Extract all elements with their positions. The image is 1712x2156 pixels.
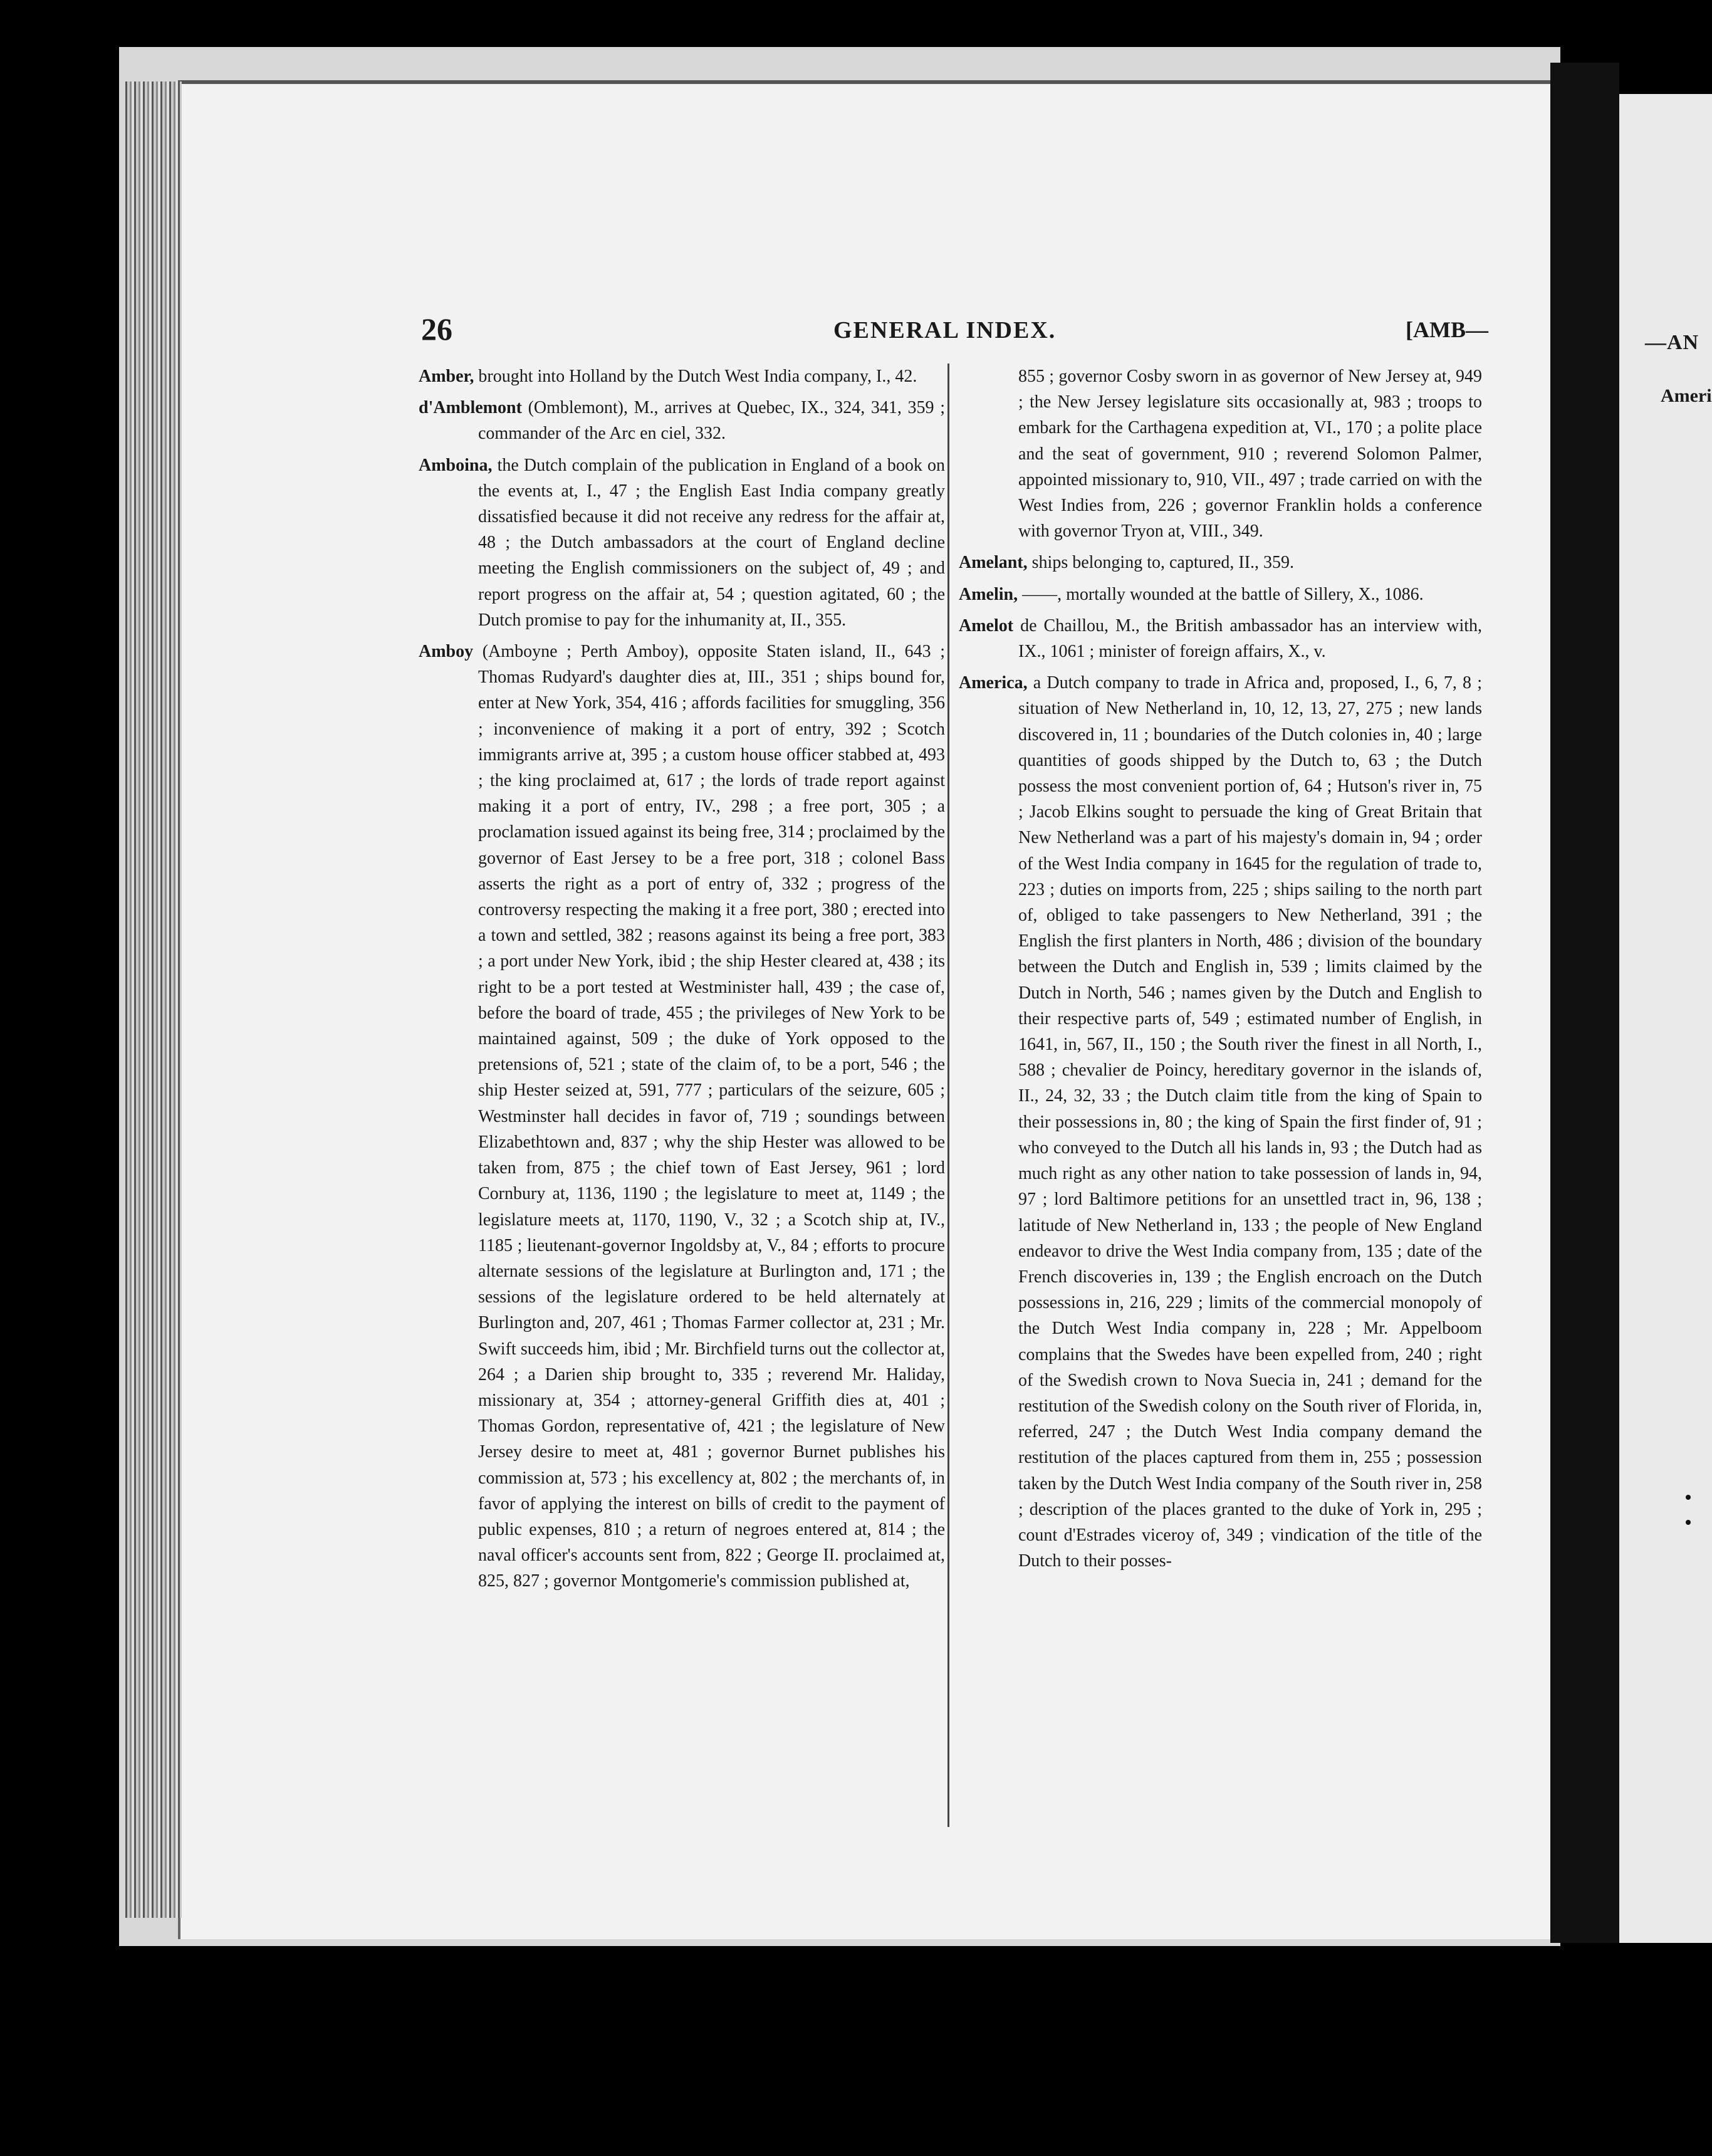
entry-headword: Amboina, [419,455,493,475]
entry-text: ships belonging to, captured, II., 359. [1027,553,1295,573]
page-edges [125,81,182,1918]
facing-page [1619,94,1712,1943]
index-range-mark: [AMB— [1406,317,1488,342]
index-entry [419,639,945,1594]
entry-headword: Amboy [419,642,474,662]
running-title: GENERAL INDEX. [833,317,1057,343]
entry-headword: Amelin, [959,584,1018,604]
index-entry [419,395,945,446]
left-column [419,364,945,1600]
entry-text: (Amboyne ; Perth Amboy), opposite Staten island, II., 643 ; Thomas Rudyard's daughter dies at, III., 351 ; ships bound for, enter at New York, 354, 416 ; affords facilities for smuggling, 356 ; inconvenience of making it a port of entry, 392 ; Scotch immigrants arrive at, 395 ; a custom house officer stabbed at, 493 ; the king proclaimed at, 617 ; the lords of trade report against making it a port of entry, IV., 298 ; a free port, 305 ; a proclamation issued against its being free, 314 ; proclaimed by the governor of East Jersey to be a free port, 318 ; colonel Bass asserts the right as a port of entry of, 332 ; progress of the controversy respecting the making it a free port, 380 ; erected into a town and settled, 382 ; reasons against its being a free port, 383 ; a port under New York, ibid ; the ship Hester cleared at, 438 ; its right to be a port tested at Westminister hall, 439 ; the case of, before the board of trade, 455 ; the privileges of New York to be maintained against, 509 ; the duke of York opposed to the pretensions of, 521 ; state of the claim of, to be a port, 546 ; the ship Hester seized at, 591, 777 ; particulars of the seizure, 605 ; Westminster hall decides in favor of, 719 ; soundings between Elizabethtown and, 837 ; why the ship Hester was allowed to be taken from, 875 ; the chief town of East Jersey, 961 ; lord Cornbury at, 1136, 1190 ; the legislature to meet at, 1149 ; the legislature meets at, 1170, 1190, V., 32 ; a Scotch ship at, IV., 1185 ; lieutenant-governor Ingoldsby at, V., 84 ; efforts to procure alternate sessions of the legislature at Burlington and, 171 ; the sessions of the legislature ordered to be held alternately at Burlington and, 207, 461 ; Thomas Farmer collector at, 231 ; Mr. Swift succeeds him, ibid ; Mr. Birchfield turns out the collector at, 264 ; a Darien ship brought to, 335 ; reverend Mr. Haliday, missionary at, 354 ; attorney-general Griffith dies at, 401 ; Thomas Gordon, representative of, 421 ; the legislature of New Jersey desire to meet at, 481 ; governor Burnet publishes his commission at, 573 ; his excellency at, 802 ; the merchants of, in favor of applying the interest on bills of credit to the payment of public expenses, 810 ; a return of negroes entered at, 814 ; the naval officer's accounts sent from, 822 ; George II. proclaimed at, 825, 827 ; governor Montgomerie's commission published at, [473,642,945,1591]
index-entry-continuation [959,364,1482,544]
entry-headword: d'Amblemont [419,398,522,418]
ink-mark [1686,1520,1691,1525]
entry-text: a Dutch company to trade in Africa and, proposed, I., 6, 7, 8 ; situation of New Netherland in, 10, 12, 13, 27, 275 ; new lands discovered in, 11 ; boundaries of the Dutch colonies in, 40 ; large quantities of goods shipped by the Dutch to, 63 ; the Dutch possess the most convenient portion of, 64 ; Hutson's river in, 75 ; Jacob Elkins sought to persuade the king of Great Britain that New Netherland was a part of his majesty's domain in, 94 ; order of the West India company in 1645 for the regulation of trade to, 223 ; duties on imports from, 225 ; ships sailing to the north part of, obliged to take passengers to New Netherland, 391 ; the English the first planters in North, 486 ; division of the boundary between the Dutch and English in, 539 ; limits claimed by the Dutch in North, 546 ; names given by the Dutch and English to their respective parts of, 549 ; estimated number of English, in 1641, in, 567, II., 150 ; the South river the finest in all North, I., 588 ; chevalier de Poincy, hereditary governor in the islands of, II., 24, 32, 33 ; the Dutch claim title from the king of Spain to their possessions in, 80 ; the king of Spain the first finder of, 91 ; who conveyed to the Dutch all his lands in, 93 ; the Dutch had as much right as any other nation to take possession of lands in, 94, 97 ; lord Baltimore petitions for an unsettled tract in, 96, 138 ; latitude of New Netherland in, 133 ; the people of New England endeavor to drive the West India company from, 135 ; date of the French discoveries in, 139 ; the English encroach on the Dutch possessions in, 216, 229 ; limits of the commercial monopoly of the Dutch West India company in, 228 ; Mr. Appelboom complains that the Swedes have been expelled from, 240 ; right of the Swedish crown to Nova Suecia in, 241 ; demand for the restitution of the Swedish colony on the South river of Florida, in, referred, 247 ; the Dutch West India company demand the restitution of the places captured from them in, 255 ; possession taken by the Dutch West India company of the South river in, 258 ; description of the places granted to the duke of York in, 295 ; count d'Estrades viceroy of, 349 ; vindication of the title of the Dutch to their posses- [1018,673,1482,1571]
entry-text: the Dutch complain of the publication in England of a book on the events at, I., 47 ; the English East India company greatly dissatisfied because it did not receive any redress for the affair at, 48 ; the Dutch ambassadors at the court of England decline meeting the English commissioners on the subject of, 49 ; and report progress on the affair at, 54 ; question agitated, 60 ; the Dutch promise to pay for the inhumanity at, II., 355. [478,455,945,630]
entry-headword: America, [959,673,1028,693]
entry-text: brought into Holland by the Dutch West India company, I., 42. [474,367,917,386]
entry-text: 855 ; governor Cosby sworn in as governor of New Jersey at, 949 ; the New Jersey legislature sits occasionally at, 983 ; troops to embark for the Carthagena expedition at, VI., 170 ; a polite place and the seat of government, 910 ; reverend Solomon Palmer, appointed missionary to, 910, VII., 497 ; trade carried on with the West Indies from, 226 ; governor Franklin holds a conference with governor Tryon at, VIII., 349. [1018,367,1482,542]
index-entry [419,364,945,389]
page-number: 26 [421,311,452,347]
entry-headword: Amelot [959,615,1014,636]
entry-text: (Omblemont), M., arrives at Quebec, IX., 324, 341, 359 ; commander of the Arc en ciel, 332. [478,398,945,444]
entry-text: ——, mortally wounded at the battle of Sillery, X., 1086. [1018,584,1424,604]
index-entry [959,582,1482,607]
index-entry [959,613,1482,664]
index-entry [959,550,1482,575]
right-column [959,364,1482,1579]
entry-headword: Amber, [419,367,474,386]
index-entry [419,453,945,633]
facing-page-running-head: —AN [1645,331,1699,354]
entry-text: de Chaillou, M., the British ambassador has an interview with, IX., 1061 ; minister of foreign affairs, X., v. [1013,615,1482,662]
book-gutter [1550,63,1619,1943]
ink-mark [1686,1495,1691,1500]
entry-headword: Amelant, [959,553,1028,573]
index-entry [959,670,1482,1574]
facing-page-entry-fragment: Ameri [1661,385,1712,406]
column-divider [947,364,949,1827]
